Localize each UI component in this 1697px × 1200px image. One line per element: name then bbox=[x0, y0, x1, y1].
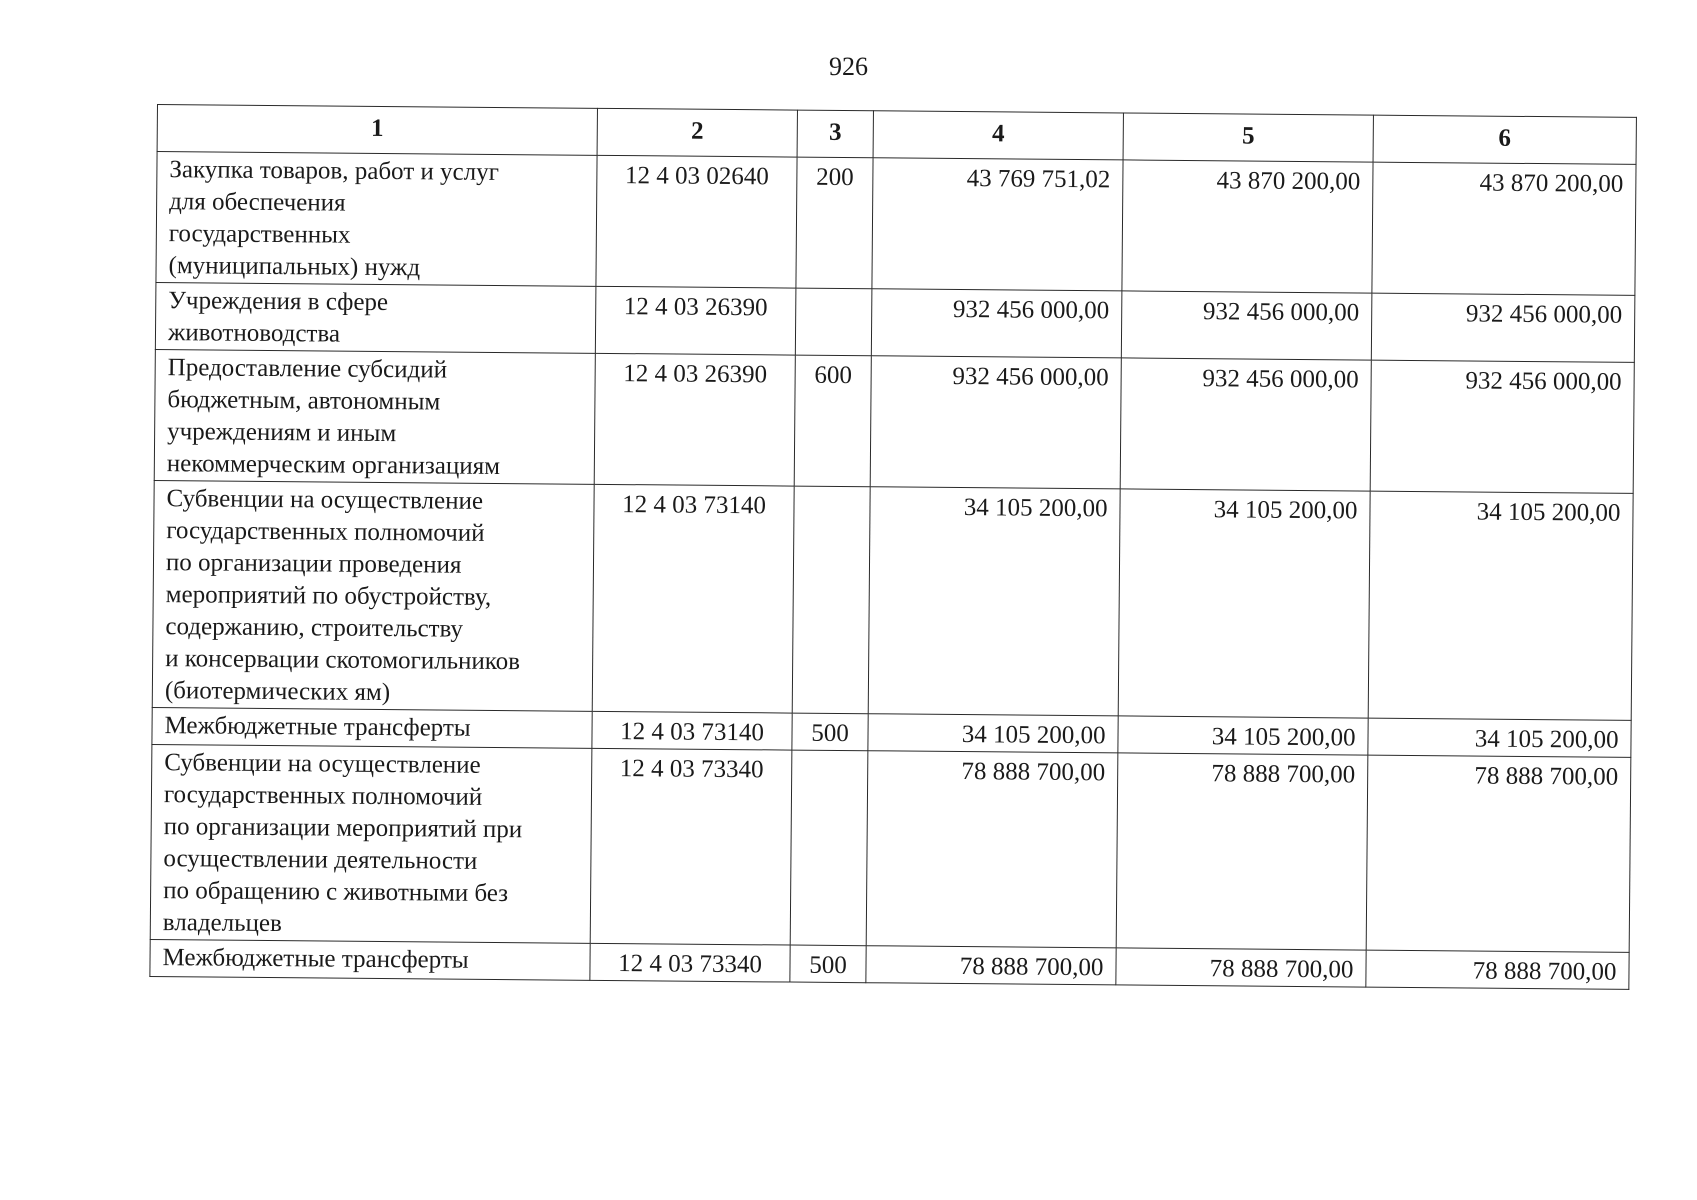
table-row bbox=[155, 282, 1635, 362]
row-sum-col-4-cell: 932 456 000,00 bbox=[870, 356, 1121, 489]
row-code-cell: 12 4 03 73140 bbox=[592, 484, 794, 713]
row-code-cell: 12 4 03 73340 bbox=[590, 748, 792, 945]
table-row bbox=[150, 744, 1631, 952]
header-col-5: 5 bbox=[1123, 113, 1373, 162]
table-row bbox=[152, 480, 1633, 720]
row-sum-col-6-cell: 78 888 700,00 bbox=[1366, 755, 1631, 952]
row-name-line: Субвенции на осуществление bbox=[164, 749, 481, 779]
row-name-line: Предоставление субсидий bbox=[167, 354, 448, 384]
row-sum-col-6-cell: 932 456 000,00 bbox=[1370, 360, 1634, 493]
row-code-cell: 12 4 03 73340 bbox=[590, 943, 790, 982]
table-row bbox=[154, 349, 1634, 493]
row-name-line: (муниципальных) нужд bbox=[168, 252, 421, 282]
row-sum-col-4-cell: 78 888 700,00 bbox=[866, 946, 1116, 985]
row-name-line: и консервации скотомогильников bbox=[165, 645, 521, 676]
row-code-cell: 12 4 03 02640 bbox=[596, 155, 797, 288]
row-sum-col-5-cell: 34 105 200,00 bbox=[1118, 716, 1368, 755]
row-sum-col-6-cell: 932 456 000,00 bbox=[1371, 293, 1635, 362]
budget-table bbox=[149, 104, 1637, 990]
row-sum-col-6-cell: 34 105 200,00 bbox=[1368, 718, 1631, 757]
row-name-cell bbox=[152, 480, 594, 711]
row-name-line: государственных полномочий bbox=[166, 517, 485, 547]
row-expense-type-cell: 200 bbox=[796, 157, 873, 289]
row-sum-col-4-cell: 932 456 000,00 bbox=[871, 289, 1122, 358]
row-name-line: бюджетным, автономным bbox=[167, 386, 441, 416]
row-name-line: государственных полномочий bbox=[163, 781, 483, 811]
row-name-line: учреждениям и иным bbox=[167, 418, 397, 448]
row-expense-type-cell bbox=[792, 486, 870, 714]
table-body bbox=[150, 152, 1636, 990]
row-name-line: для обеспечения bbox=[169, 188, 346, 217]
row-name-line: некоммерческим организациям bbox=[166, 450, 501, 481]
row-name-cell bbox=[150, 744, 592, 943]
row-sum-col-5-cell: 78 888 700,00 bbox=[1116, 948, 1366, 987]
row-name-line: Межбюджетные трансферты bbox=[164, 712, 471, 742]
row-sum-col-4-cell: 78 888 700,00 bbox=[866, 751, 1118, 948]
row-sum-col-5-cell: 932 456 000,00 bbox=[1121, 291, 1372, 360]
header-col-4: 4 bbox=[873, 111, 1123, 160]
row-code-cell: 12 4 03 73140 bbox=[592, 711, 792, 750]
row-sum-col-6-cell: 78 888 700,00 bbox=[1366, 950, 1629, 989]
row-name-line: (биотермических ям) bbox=[164, 677, 391, 707]
row-expense-type-cell: 600 bbox=[794, 355, 871, 487]
row-name-line: животноводства bbox=[167, 319, 341, 348]
header-col-3: 3 bbox=[797, 110, 873, 158]
row-name-line: содержанию, строительству bbox=[165, 613, 464, 643]
row-sum-col-4-cell: 34 105 200,00 bbox=[868, 487, 1120, 716]
row-name-cell bbox=[156, 152, 597, 287]
row-name-line: по организации проведения bbox=[165, 549, 462, 579]
row-expense-type-cell bbox=[795, 288, 872, 356]
row-name-line: мероприятий по обустройству, bbox=[165, 581, 492, 611]
header-col-1: 1 bbox=[157, 105, 597, 156]
row-name-line: Межбюджетные трансферты bbox=[162, 944, 469, 974]
row-name-line: владельцев bbox=[162, 909, 283, 938]
row-name-cell bbox=[150, 939, 590, 980]
header-col-6: 6 bbox=[1373, 115, 1636, 164]
row-expense-type-cell: 500 bbox=[792, 713, 868, 751]
row-sum-col-6-cell: 34 105 200,00 bbox=[1368, 491, 1633, 720]
row-sum-col-5-cell: 43 870 200,00 bbox=[1122, 160, 1373, 293]
row-expense-type-cell: 500 bbox=[790, 945, 866, 983]
row-code-cell: 12 4 03 26390 bbox=[594, 353, 795, 486]
row-sum-col-5-cell: 932 456 000,00 bbox=[1120, 358, 1371, 491]
row-name-line: по организации мероприятий при bbox=[163, 813, 523, 844]
row-sum-col-5-cell: 34 105 200,00 bbox=[1118, 489, 1370, 718]
row-name-cell bbox=[152, 707, 592, 748]
row-name-line: государственных bbox=[168, 220, 351, 249]
page-number: 926 bbox=[829, 52, 868, 81]
row-code-cell: 12 4 03 26390 bbox=[595, 286, 796, 355]
row-name-cell bbox=[154, 349, 595, 484]
row-name-line: осуществлении деятельности bbox=[163, 845, 478, 875]
row-name-cell bbox=[155, 282, 596, 353]
table-row bbox=[156, 152, 1636, 296]
row-name-line: Субвенции на осуществление bbox=[166, 485, 484, 515]
row-expense-type-cell bbox=[790, 750, 868, 946]
row-name-line: Закупка товаров, работ и услуг bbox=[169, 156, 500, 186]
row-sum-col-4-cell: 34 105 200,00 bbox=[868, 714, 1118, 753]
row-sum-col-5-cell: 78 888 700,00 bbox=[1116, 753, 1368, 950]
row-name-line: Учреждения в сфере bbox=[168, 287, 389, 317]
header-col-2: 2 bbox=[597, 108, 797, 157]
budget-table-container bbox=[149, 104, 1637, 990]
row-sum-col-6-cell: 43 870 200,00 bbox=[1372, 162, 1636, 295]
row-name-line: по обращению с животными без bbox=[163, 877, 509, 908]
row-sum-col-4-cell: 43 769 751,02 bbox=[872, 158, 1123, 291]
